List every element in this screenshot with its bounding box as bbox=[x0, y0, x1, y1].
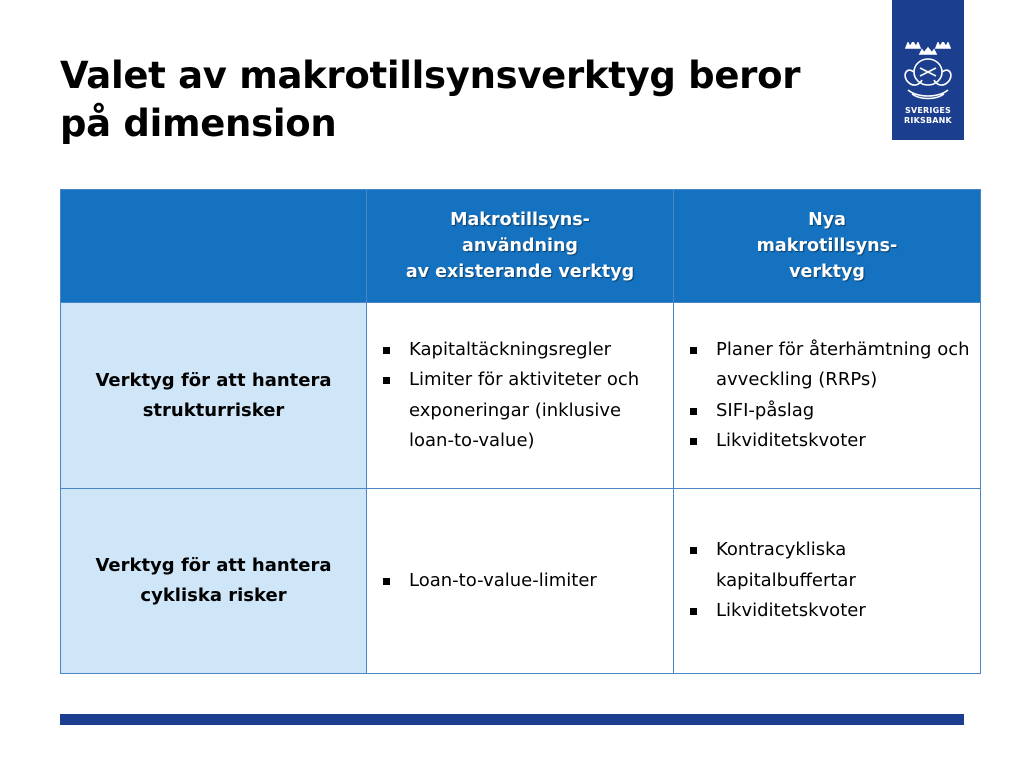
header-new-tools bbox=[674, 190, 981, 303]
cell-cyclical-existing bbox=[367, 489, 674, 674]
header-line: användning bbox=[462, 236, 578, 256]
footer-bar bbox=[60, 714, 964, 725]
logo-text bbox=[892, 106, 964, 126]
list-item-text: Loan-to-value-limiter bbox=[409, 569, 597, 591]
square-bullet-icon bbox=[690, 608, 697, 615]
header-existing-tools bbox=[367, 190, 674, 303]
row-label-line: strukturrisker bbox=[142, 399, 285, 421]
list-item-text: SIFI-påslag bbox=[716, 399, 815, 421]
table-row bbox=[61, 303, 981, 489]
cell-structural-new bbox=[674, 303, 981, 489]
list-item bbox=[686, 396, 972, 427]
header-line: Nya bbox=[808, 210, 846, 230]
header-line: Makrotillsyns- bbox=[450, 210, 590, 230]
square-bullet-icon bbox=[690, 347, 697, 354]
list-item bbox=[686, 596, 972, 627]
crown-emblem-icon bbox=[898, 42, 958, 104]
list-item bbox=[686, 426, 972, 457]
row-label-cyclical bbox=[61, 489, 367, 674]
square-bullet-icon bbox=[383, 578, 390, 585]
list-item bbox=[686, 535, 972, 596]
logo-text-line-1: SVERIGES bbox=[905, 106, 951, 115]
riksbank-logo bbox=[892, 0, 964, 140]
square-bullet-icon bbox=[690, 408, 697, 415]
bullet-list bbox=[367, 335, 673, 457]
slide-title-line-1: Valet av makrotillsynsverktyg beror bbox=[60, 54, 801, 97]
row-label-line: Verktyg för att hantera bbox=[95, 555, 332, 576]
square-bullet-icon bbox=[383, 377, 390, 384]
list-item bbox=[379, 365, 665, 457]
list-item bbox=[686, 335, 972, 396]
list-item bbox=[379, 335, 665, 366]
row-label-structural bbox=[61, 303, 367, 489]
cell-structural-existing bbox=[367, 303, 674, 489]
logo-text-line-2: RIKSBANK bbox=[904, 116, 952, 125]
list-item-text: Kapitaltäckningsregler bbox=[409, 338, 612, 360]
header-line: av existerande verktyg bbox=[405, 262, 635, 282]
square-bullet-icon bbox=[690, 547, 697, 554]
row-label-line: Verktyg för att hantera bbox=[95, 369, 332, 391]
cell-cyclical-new bbox=[674, 489, 981, 674]
list-item bbox=[379, 566, 665, 597]
header-empty-cell bbox=[61, 190, 367, 303]
list-item-text: Likviditetskvoter bbox=[716, 430, 866, 451]
square-bullet-icon bbox=[383, 347, 390, 354]
list-item-text: Likviditetskvoter bbox=[716, 600, 866, 622]
list-item-text: Planer för återhämtning och avveckling (RRPs) bbox=[716, 338, 970, 390]
row-label-line: cykliska risker bbox=[140, 585, 287, 606]
header-line: makrotillsyns- bbox=[756, 236, 898, 256]
header-line: verktyg bbox=[789, 262, 865, 282]
table-header-row bbox=[61, 190, 981, 303]
bullet-list bbox=[367, 566, 673, 597]
bullet-list bbox=[674, 535, 980, 627]
list-item-text: Kontracykliska kapitalbuffertar bbox=[716, 539, 856, 591]
tools-table bbox=[60, 189, 981, 674]
square-bullet-icon bbox=[690, 438, 697, 445]
bullet-list bbox=[674, 335, 980, 457]
list-item-text: Limiter för aktiviteter och exponeringar (inklusive loan-to-value) bbox=[409, 369, 640, 451]
slide-title-line-2: på dimension bbox=[60, 102, 337, 145]
table-row bbox=[61, 489, 981, 674]
slide-title bbox=[60, 52, 880, 148]
